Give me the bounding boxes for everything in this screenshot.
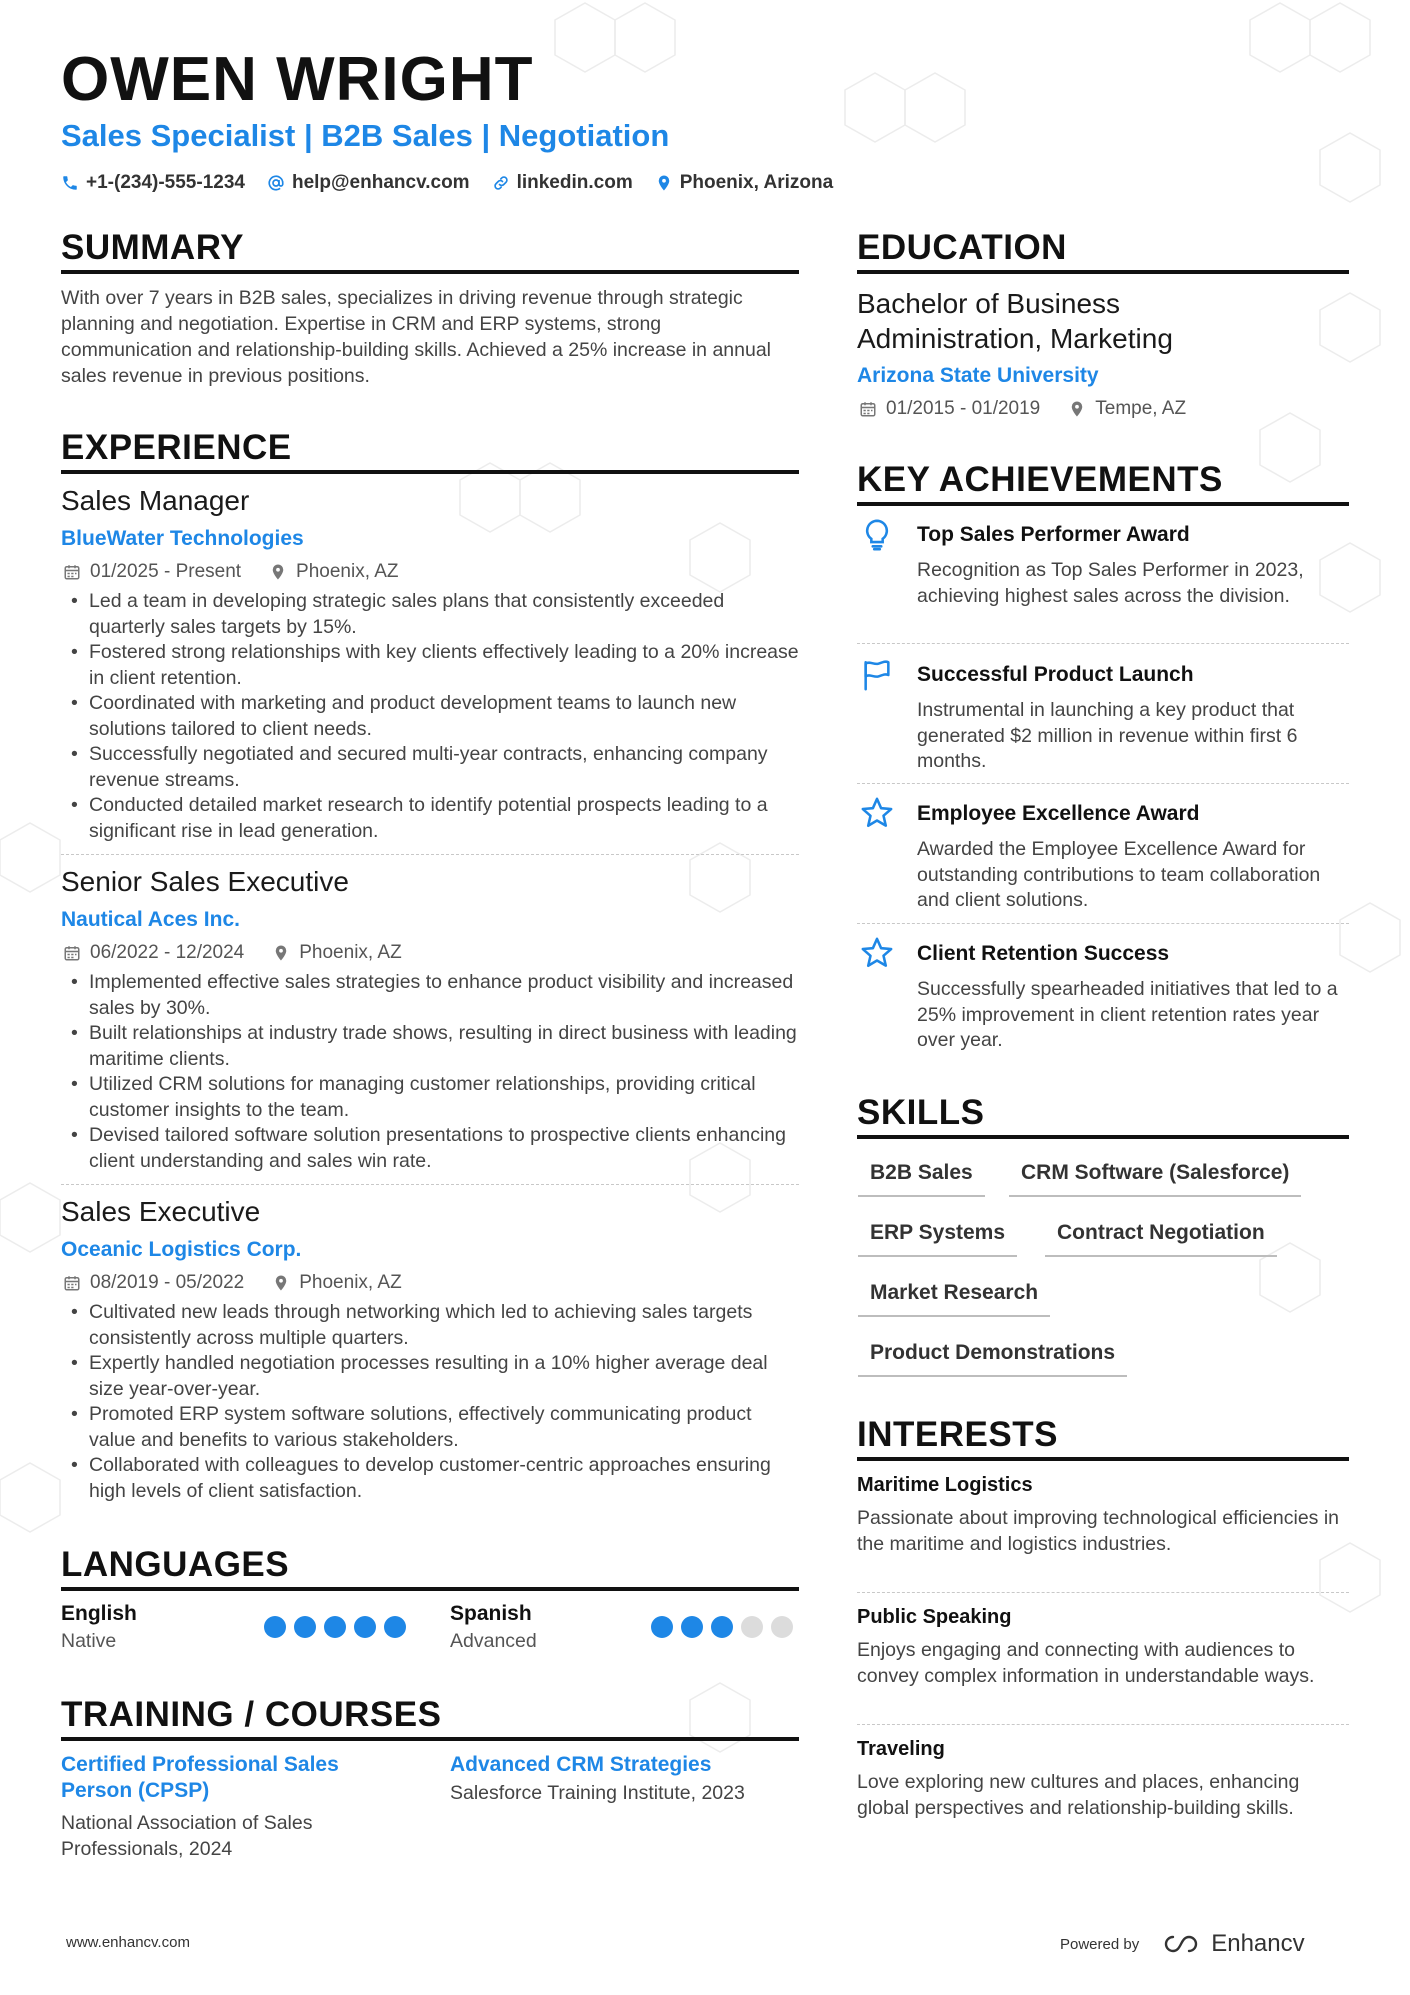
enhancv-logo-icon — [1159, 1932, 1203, 1956]
experience-heading: EXPERIENCE — [61, 428, 292, 467]
language-level: Native — [61, 1630, 117, 1652]
contact-location — [655, 172, 833, 194]
job-dates-text: 08/2019 - 05/2022 — [90, 1272, 245, 1293]
calendar-icon — [63, 944, 81, 962]
location-pin-icon — [272, 1274, 290, 1292]
job-dates-text: 06/2022 - 12/2024 — [90, 942, 245, 963]
education-heading: EDUCATION — [857, 228, 1067, 267]
bullet-item: • Led a team in developing strategic sales plans that consistently exceeded quarterly sales targets by 15%. — [61, 589, 801, 640]
lightbulb-icon — [860, 518, 894, 552]
linkedin-text: linkedin.com — [516, 172, 633, 193]
powered-by-label: Powered by — [1060, 1935, 1140, 1953]
language-rating — [651, 1616, 793, 1638]
rating-dot-empty — [771, 1616, 793, 1638]
location-text: Phoenix, Arizona — [679, 172, 834, 193]
rating-dot-filled — [264, 1616, 286, 1638]
location-pin-icon — [272, 944, 290, 962]
interests-heading: INTERESTS — [857, 1415, 1058, 1454]
skill-tag: B2B Sales — [858, 1161, 985, 1197]
course-title: Advanced CRM Strategies — [450, 1753, 712, 1776]
rating-dot-filled — [354, 1616, 376, 1638]
candidate-title: Sales Specialist | B2B Sales | Negotiation — [61, 118, 670, 153]
company-name: Oceanic Logistics Corp. — [61, 1238, 302, 1261]
bullet-item: • Conducted detailed market research to identify potential prospects leading to a significant rise in lead generation. — [61, 793, 801, 844]
bullet-item: • Expertly handled negotiation processes resulting in a 10% higher average deal size year-over-year. — [61, 1351, 801, 1402]
rating-dot-filled — [324, 1616, 346, 1638]
job-location-text: Phoenix, AZ — [296, 561, 399, 582]
job-location — [269, 561, 398, 583]
interests-rule — [857, 1457, 1349, 1461]
rating-dot-filled — [711, 1616, 733, 1638]
phone-icon — [61, 174, 79, 192]
achievement-title: Employee Excellence Award — [917, 802, 1200, 825]
achievement-divider — [857, 643, 1349, 644]
achievement-title: Top Sales Performer Award — [917, 523, 1190, 546]
rating-dot-filled — [651, 1616, 673, 1638]
job-bullets — [61, 970, 801, 1174]
email-text: help@enhancv.com — [291, 172, 470, 193]
school-name: Arizona State University — [857, 364, 1099, 387]
language-rating — [264, 1616, 406, 1638]
calendar-icon — [859, 400, 877, 418]
contact-phone[interactable] — [61, 172, 245, 194]
achievement-desc: Instrumental in launching a key product that generated $2 million in revenue within first 6 months. — [917, 699, 1298, 772]
candidate-name: OWEN WRIGHT — [61, 45, 534, 114]
calendar-icon — [63, 1274, 81, 1292]
skill-tag: Product Demonstrations — [858, 1341, 1127, 1377]
job-meta — [63, 561, 399, 583]
education-location-text: Tempe, AZ — [1095, 398, 1187, 419]
contact-linkedin[interactable] — [492, 172, 633, 194]
achievement-divider — [857, 783, 1349, 784]
achievement-title: Client Retention Success — [917, 942, 1170, 965]
languages-heading: LANGUAGES — [61, 1545, 290, 1584]
skill-tag: Contract Negotiation — [1045, 1221, 1277, 1257]
rating-dot-filled — [681, 1616, 703, 1638]
star-icon — [860, 936, 894, 970]
summary-heading: SUMMARY — [61, 228, 245, 267]
skill-tag: ERP Systems — [858, 1221, 1017, 1257]
degree: Bachelor of Business Administration, Marketing — [857, 288, 1173, 354]
experience-rule — [61, 470, 799, 474]
summary-text: With over 7 years in B2B sales, specializes in driving revenue through strategic planning and negotiation. Expertise in CRM and ERP systems, strong communication and relationship-building skills. Achieved a 25% increase in annual sales revenue in previous positions. — [61, 287, 771, 387]
bullet-item: • Built relationships at industry trade shows, resulting in direct business with leading maritime clients. — [61, 1021, 801, 1072]
achievement-desc: Awarded the Employee Excellence Award for outstanding contributions to team collaboration and client solutions. — [917, 838, 1321, 911]
location-pin-icon — [655, 174, 673, 192]
training-heading: TRAINING / COURSES — [61, 1695, 442, 1734]
achievement-title: Successful Product Launch — [917, 663, 1194, 686]
job-location — [272, 942, 401, 964]
education-dates-text: 01/2015 - 01/2019 — [886, 398, 1041, 419]
interest-desc: Enjoys engaging and connecting with audiences to convey complex information in understandable ways. — [857, 1639, 1315, 1687]
job-dates — [63, 561, 241, 583]
bullet-item: • Implemented effective sales strategies to enhance product visibility and increased sales by 30%. — [61, 970, 801, 1021]
link-icon — [492, 174, 510, 192]
skills-rule — [857, 1135, 1349, 1139]
course-title: Certified Professional Sales Person (CPSP) — [61, 1753, 339, 1802]
job-bullets — [61, 1300, 801, 1504]
language-name: English — [61, 1602, 137, 1625]
job-location — [272, 1272, 401, 1294]
brand-name: Enhancv — [1211, 1930, 1305, 1957]
education-rule — [857, 270, 1349, 274]
skill-tag: Market Research — [858, 1281, 1050, 1317]
summary-rule — [61, 270, 799, 274]
languages-rule — [61, 1587, 799, 1591]
achievement-desc: Successfully spearheaded initiatives that led to a 25% improvement in client retention rates year over year. — [917, 978, 1338, 1051]
job-location-text: Phoenix, AZ — [299, 1272, 402, 1293]
interest-desc: Love exploring new cultures and places, enhancing global perspectives and relationship-building skills. — [857, 1771, 1300, 1819]
enhancv-logo[interactable] — [1159, 1930, 1304, 1958]
interest-desc: Passionate about improving technological efficiencies in the maritime and logistics industries. — [857, 1507, 1340, 1555]
bullet-item: • Devised tailored software solution presentations to prospective clients enhancing client understanding and sales win rate. — [61, 1123, 801, 1174]
course-org: Salesforce Training Institute, 2023 — [450, 1782, 745, 1804]
education-meta — [859, 398, 1186, 420]
bullet-item: • Fostered strong relationships with key clients effectively leading to a 20% increase in client retention. — [61, 640, 801, 691]
bullet-item: • Cultivated new leads through networking which led to achieving sales targets consistently across multiple quarters. — [61, 1300, 801, 1351]
job-dates-text: 01/2025 - Present — [90, 561, 242, 582]
at-sign-icon — [267, 174, 285, 192]
star-icon — [860, 796, 894, 830]
calendar-icon — [63, 563, 81, 581]
job-dates — [63, 1272, 244, 1294]
interest-title: Maritime Logistics — [857, 1474, 1033, 1496]
education-location — [1068, 398, 1186, 420]
rating-dot-filled — [384, 1616, 406, 1638]
job-title: Senior Sales Executive — [61, 866, 349, 897]
bullet-item: • Utilized CRM solutions for managing customer relationships, providing critical customer insights to the team. — [61, 1072, 801, 1123]
rating-dot-filled — [294, 1616, 316, 1638]
achievements-heading: KEY ACHIEVEMENTS — [857, 460, 1223, 499]
job-meta — [63, 1272, 402, 1294]
training-rule — [61, 1737, 799, 1741]
job-meta — [63, 942, 402, 964]
achievement-divider — [857, 923, 1349, 924]
job-title: Sales Manager — [61, 485, 250, 516]
company-name: Nautical Aces Inc. — [61, 908, 240, 931]
footer-branding — [1060, 1930, 1305, 1958]
contact-email[interactable] — [267, 172, 470, 194]
job-dates — [63, 942, 244, 964]
phone-text: +1-(234)-555-1234 — [86, 172, 245, 193]
language-level: Advanced — [450, 1630, 537, 1652]
skill-tag: CRM Software (Salesforce) — [1009, 1161, 1301, 1197]
rating-dot-empty — [741, 1616, 763, 1638]
bullet-item: • Promoted ERP system software solutions, effectively communicating product value and benefits to various stakeholders. — [61, 1402, 801, 1453]
footer-website[interactable]: www.enhancv.com — [66, 1934, 190, 1951]
interest-divider — [857, 1592, 1349, 1593]
location-pin-icon — [1068, 400, 1086, 418]
skills-heading: SKILLS — [857, 1093, 985, 1132]
interest-divider — [857, 1724, 1349, 1725]
course-org: National Association of Sales Professionals, 2024 — [61, 1812, 313, 1860]
education-dates — [859, 398, 1040, 420]
interest-title: Traveling — [857, 1738, 945, 1760]
achievements-rule — [857, 502, 1349, 506]
job-divider — [61, 1184, 799, 1185]
location-pin-icon — [269, 563, 287, 581]
bullet-item: • Coordinated with marketing and product development teams to launch new solutions tailored to client needs. — [61, 691, 801, 742]
contact-bar — [61, 172, 833, 194]
language-name: Spanish — [450, 1602, 532, 1625]
interest-title: Public Speaking — [857, 1606, 1012, 1628]
achievement-desc: Recognition as Top Sales Performer in 2023, achieving highest sales across the division. — [917, 559, 1304, 607]
job-bullets — [61, 589, 801, 844]
company-name: BlueWater Technologies — [61, 527, 304, 550]
bullet-item: • Successfully negotiated and secured multi-year contracts, enhancing company revenue streams. — [61, 742, 801, 793]
job-location-text: Phoenix, AZ — [299, 942, 402, 963]
flag-icon — [860, 658, 894, 692]
job-title: Sales Executive — [61, 1196, 261, 1227]
job-divider — [61, 854, 799, 855]
bullet-item: • Collaborated with colleagues to develop customer-centric approaches ensuring high levels of client satisfaction. — [61, 1453, 801, 1504]
